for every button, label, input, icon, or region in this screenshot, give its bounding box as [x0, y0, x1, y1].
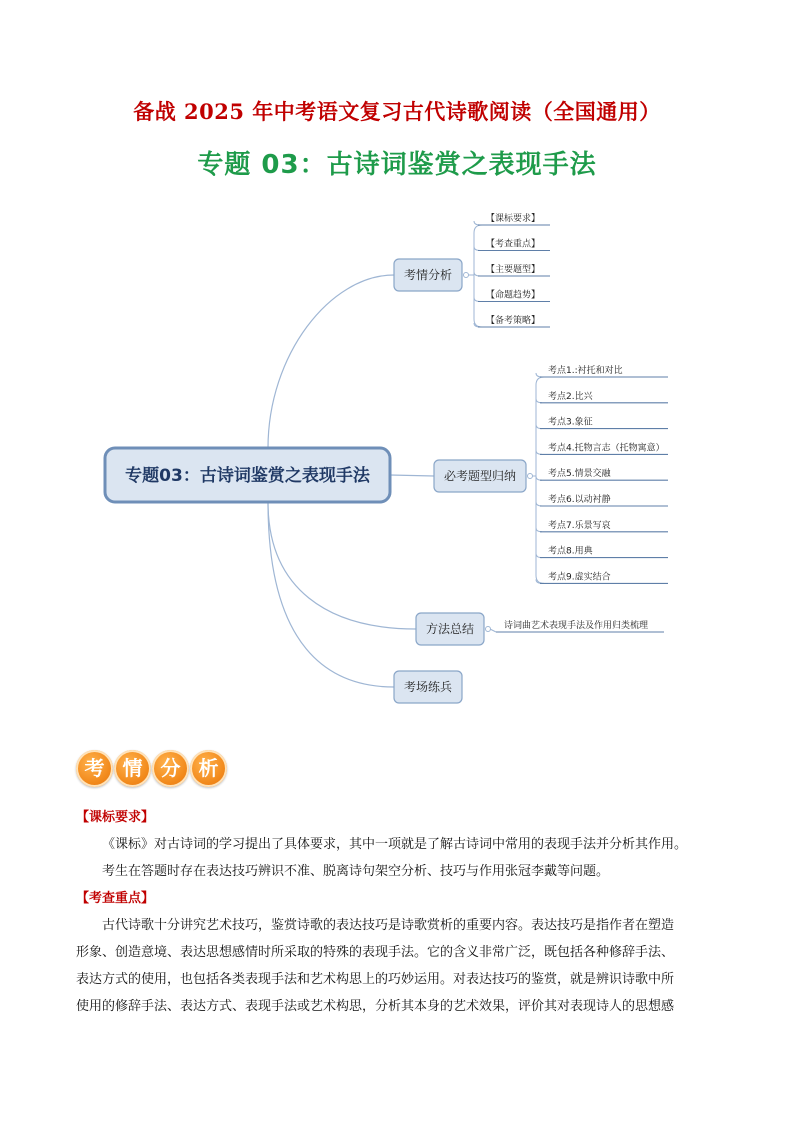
- mindmap-leaf-label: 考点2.比兴: [548, 391, 593, 402]
- paragraph-line: 古代诗歌十分讲究艺术技巧，鉴赏诗歌的表达技巧是诗歌赏析的重要内容。表达技巧是指作者在塑造: [102, 918, 675, 933]
- badge-char: 析: [190, 750, 227, 787]
- badge-char: 分: [152, 750, 189, 787]
- document-title: 备战 2025 年中考语文复习古代诗歌阅读（全国通用）: [133, 99, 661, 124]
- leaf-tick: [474, 298, 480, 302]
- mindmap-leaf-label: 考点3.象征: [548, 417, 593, 428]
- body-content: [76, 804, 726, 1020]
- leaf-tick: [536, 373, 542, 377]
- badge-char: 情: [114, 750, 151, 787]
- paragraph: 《课标》对古诗词的学习提出了具体要求，其中一项就是了解古诗词中常用的表现手法并分析其作用。: [102, 837, 688, 852]
- collapse-dot: [528, 474, 533, 479]
- branch-connector: [390, 475, 434, 476]
- leaf-tick: [536, 425, 542, 429]
- paragraph-line: 使用的修辞手法、表达方式、表现手法或艺术构思，分析其本身的艺术效果，评价其对表现诗人的思想感: [76, 999, 675, 1014]
- collapse-dot: [464, 273, 469, 278]
- collapse-dot: [486, 627, 491, 632]
- section-heading-kaocha: 【考查重点】: [76, 891, 155, 906]
- leaf-tick: [474, 221, 480, 225]
- section-heading-kebiao: 【课标要求】: [76, 810, 155, 825]
- mindmap-branch-label: 必考题型归纳: [443, 469, 517, 483]
- mindmap-leaf-label: 【备考策略】: [486, 316, 541, 326]
- paragraph: 考生在答题时存在表达技巧辨识不准、脱离诗句架空分析、技巧与作用张冠李戴等问题。: [102, 864, 610, 879]
- leaf-connector: [490, 629, 496, 632]
- mindmap-leaf-label: 考点4.托物言志（托物寓意）: [548, 443, 665, 454]
- mindmap-leaf-label: 【考查重点】: [486, 239, 541, 250]
- branch-connector: [268, 502, 394, 687]
- mindmap-leaf-label: 【主要题型】: [486, 265, 541, 275]
- mindmap-leaf-label: 考点5.情景交融: [548, 469, 611, 480]
- section-badge-kaoqing: [76, 750, 228, 787]
- branch-connector: [268, 502, 416, 629]
- branch-connector: [268, 275, 394, 448]
- mindmap-branch-label: 考情分析: [403, 268, 453, 282]
- leaf-tick: [474, 272, 480, 276]
- leaf-tick: [536, 554, 542, 558]
- mindmap-leaf-label: 考点6.以动衬静: [548, 495, 611, 505]
- mindmap-leaf-label: 考点7.乐景写哀: [548, 520, 611, 531]
- mindmap-leaf-label: 考点9.虚实结合: [548, 572, 611, 583]
- leaf-tick: [536, 450, 542, 454]
- leaf-tick: [536, 502, 542, 506]
- mindmap-root-label: 专题03：古诗词鉴赏之表现手法: [125, 466, 370, 486]
- mindmap-leaf-label: 诗词曲艺术表现手法及作用归类梳理: [504, 621, 649, 631]
- mind-map: [0, 195, 794, 715]
- leaf-tick: [536, 399, 542, 403]
- paragraph-line: 表达方式的使用，也包括各类表现手法和艺术构思上的巧妙运用。对表达技巧的鉴赏，就是辨识诗歌中所: [76, 972, 675, 987]
- badge-char: 考: [76, 750, 113, 787]
- document-subtitle: 专题 03：古诗词鉴赏之表现手法: [197, 150, 597, 180]
- mindmap-leaf-label: 【课标要求】: [486, 214, 541, 224]
- mindmap-leaf-label: 考点1.:衬托和对比: [548, 366, 623, 376]
- leaf-tick: [474, 247, 480, 251]
- mindmap-leaf-label: 【命题趋势】: [486, 290, 541, 301]
- paragraph-line: 形象、创造意境、表达思想感情时所采取的特殊的表现手法。它的含义非常广泛，既包括各种修辞手法、: [76, 945, 675, 960]
- mindmap-branch-label: 方法总结: [425, 622, 475, 636]
- mindmap-leaf-label: 考点8.用典: [548, 546, 593, 557]
- mindmap-branch-label: 考场练兵: [403, 680, 453, 694]
- leaf-tick: [536, 528, 542, 532]
- leaf-tick: [536, 476, 542, 480]
